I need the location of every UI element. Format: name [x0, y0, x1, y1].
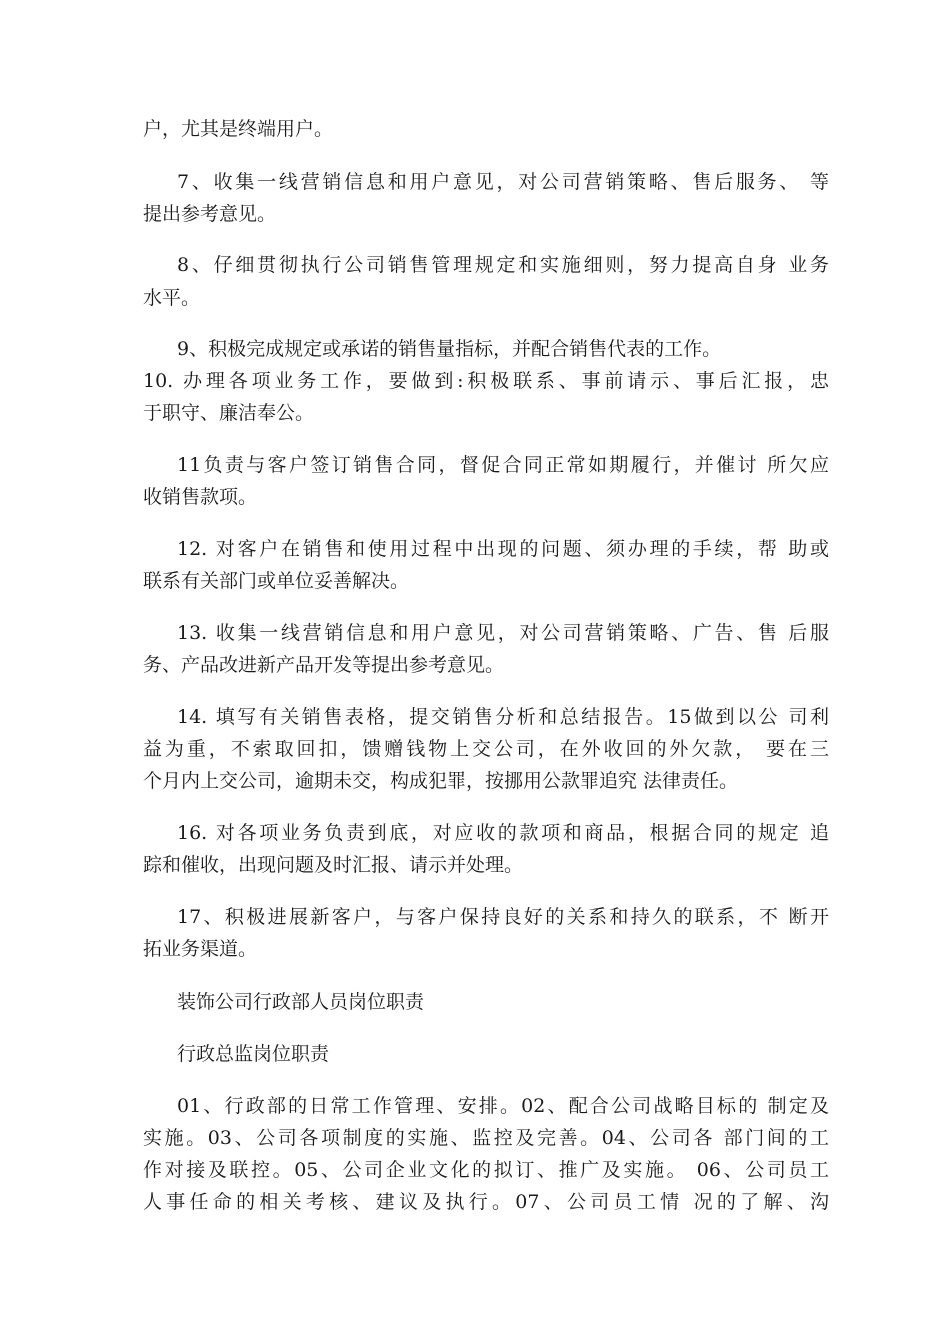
- text-line: 作对接及联控。05、公司企业文化的拟订、推广及实施。 06、公司员工: [143, 1159, 829, 1181]
- text-line: 实施。03、公司各项制度的实施、监控及完善。04、公司各 部门间的工: [143, 1127, 829, 1149]
- text-line: 10. 办理各项业务工作，要做到:积极联系、事前请示、事后汇报，忠: [143, 370, 829, 392]
- text-line: 踪和催收，出现问题及时汇报、请示并处理。: [143, 854, 524, 876]
- text-line: 拓业务渠道。: [143, 938, 258, 960]
- text-line: 14. 填写有关销售表格，提交销售分析和总结报告。15做到以公 司利: [177, 706, 829, 728]
- text-line: 01、行政部的日常工作管理、安排。02、配合公司战略目标的 制定及: [177, 1095, 829, 1117]
- text-line: 于职守、廉洁奉公。: [143, 402, 315, 424]
- text-line: 户，尤其是终端用户。: [143, 118, 334, 140]
- text-line: 人事任命的相关考核、建议及执行。07、公司员工情 况的了解、沟: [143, 1191, 829, 1213]
- text-line: 8、仔细贯彻执行公司销售管理规定和实施细则，努力提高自身 业务: [177, 254, 829, 276]
- text-line: 13. 收集一线营销信息和用户意见，对公司营销策略、广告、售 后服: [177, 622, 829, 644]
- text-line: 水平。: [143, 287, 201, 309]
- text-line: 12. 对客户在销售和使用过程中出现的问题、须办理的手续，帮 助或: [177, 538, 829, 560]
- text-line: 16. 对各项业务负责到底，对应收的款项和商品，根据合同的规定 追: [177, 822, 829, 844]
- text-line: 收销售款项。: [143, 486, 258, 508]
- subsection-heading: 行政总监岗位职责: [177, 1043, 330, 1065]
- text-line: 9、积极完成规定或承诺的销售量指标，并配合销售代表的工作。: [177, 338, 722, 360]
- text-line: 联系有关部门或单位妥善解决。: [143, 570, 410, 592]
- text-line: 益为重，不索取回扣，馈赠钱物上交公司，在外收回的外欠款， 要在三: [143, 738, 829, 760]
- text-line: 务、产品改进新产品开发等提出参考意见。: [143, 654, 505, 676]
- section-heading: 装饰公司行政部人员岗位职责: [177, 991, 425, 1013]
- text-line: 11负责与客户签订销售合同，督促合同正常如期履行，并催讨 所欠应: [177, 454, 829, 476]
- text-line: 个月内上交公司，逾期未交，构成犯罪，按挪用公款罪追究 法律责任。: [143, 770, 739, 792]
- text-line: 提出参考意见。: [143, 203, 277, 225]
- text-line: 17、积极进展新客户，与客户保持良好的关系和持久的联系，不 断开: [177, 906, 829, 928]
- text-line: 7、收集一线营销信息和用户意见，对公司营销策略、售后服务、 等: [177, 171, 829, 193]
